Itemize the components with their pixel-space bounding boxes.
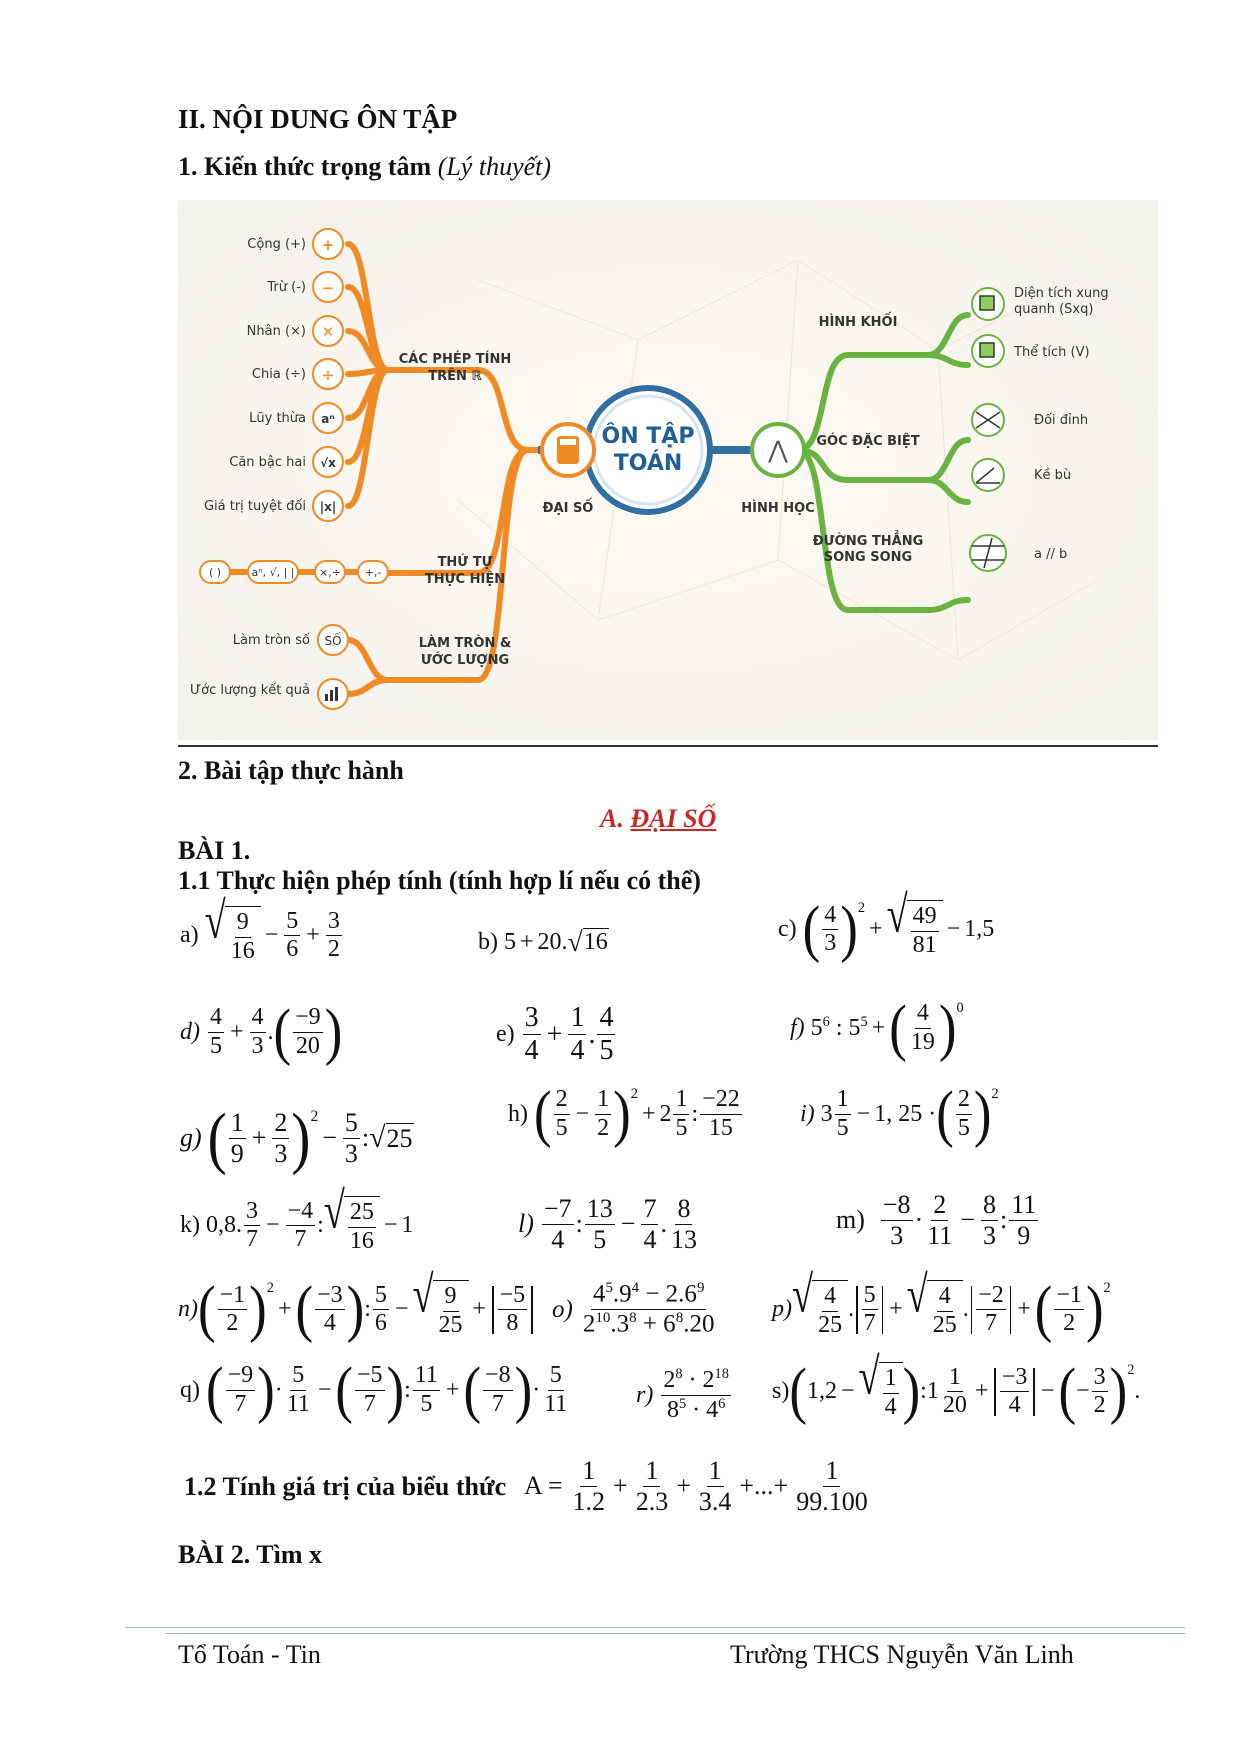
compass-icon: ⋀ (768, 436, 788, 464)
expression-a: A = $\frac{1}{1.2}$ + $\frac{1}{2.3}$ + $\frac{1}{3.4}$ +...+ $\frac{1}{99.100}$ (524, 1456, 868, 1516)
plus-icon: + (321, 236, 335, 254)
parallel-title-1: ĐƯỜNG THẲNG (812, 534, 924, 549)
solid-item-1: Diện tích xung (1014, 286, 1109, 301)
mindmap-center-1: ÔN TẬP (601, 424, 695, 449)
exercise-1-2-heading: 1.2 Tính giá trị của biểu thức (184, 1472, 507, 1501)
divide-icon: ÷ (321, 366, 335, 384)
cube-icon (980, 296, 994, 310)
order-step-2: aⁿ, √, | | (251, 566, 295, 579)
exercise-r: r) $2^8 \cdot 2^{18}$ $8^5 \cdot 4^6$ (636, 1366, 729, 1423)
parallel-item: a // b (1034, 547, 1068, 562)
exercise-1-heading: BÀI 1. (178, 836, 251, 865)
exercise-m: m) −8 3 · 2 11 − $\frac{8}{3}$ : 11 9 (836, 1190, 1037, 1250)
footer-rule-2 (165, 1633, 1185, 1634)
order-title-1: THỨ TỰ (437, 555, 493, 570)
power-icon: aⁿ (321, 412, 335, 426)
round-icon: SỐ (324, 634, 342, 648)
cube-volume-icon (980, 343, 994, 357)
exercise-2-heading: BÀI 2. Tìm x (178, 1540, 322, 1569)
sqrt-icon: √x (320, 456, 336, 470)
exercise-e: e) 3 4 + $\frac{1}{4}$ . 4 5 (496, 1002, 614, 1067)
exercise-n: n) ( −1 2 ) $^2$ + ( −3 4 ) : 5 6 − √ 9 25 + −5 8 (178, 1280, 535, 1339)
round-item-2: Ước lượng kết quả (189, 683, 310, 698)
solid-item-3: Thể tích (V) (1014, 345, 1090, 360)
round-item-1: Làm tròn số (232, 633, 310, 648)
times-icon: ✕ (321, 323, 335, 341)
solid-title: HÌNH KHỐI (818, 315, 898, 330)
exercise-p: p) √ 4 25 . 5 7 + √ 4 25 . −2 7 + ( −1 2 ) $^2$ (772, 1266, 1111, 1344)
geometry-label: HÌNH HỌC (741, 501, 815, 516)
order-step-4: +,- (364, 566, 382, 579)
order-title-2: THỰC HIỆN (424, 572, 506, 587)
divider (178, 745, 1158, 747)
section-heading: II. NỘI DUNG ÔN TẬP (178, 104, 458, 134)
exercise-i: i) 3 1 5 − 1, 25 · ( 2 5 ) $^2$ (800, 1078, 999, 1149)
angle-item-1: Đối đỉnh (1034, 413, 1089, 428)
order-step-3: ×,÷ (319, 566, 341, 579)
footer-rule (125, 1627, 1185, 1628)
minus-icon: − (321, 279, 335, 297)
exercise-q: q) ( −9 7 ) · 5 11 − ( −5 7 ) : 11 5 + ( −8 7 ) · 5 11 (180, 1354, 568, 1425)
exercise-1-1-heading: 1.1 Thực hiện phép tính (tính hợp lí nếu có thể) (178, 866, 701, 895)
solid-item-2: quanh (Sxq) (1014, 302, 1094, 317)
round-title-2: ƯỚC LƯỢNG (420, 653, 510, 668)
mindmap-center-2: TOÁN (613, 451, 683, 476)
op-div: Chia (÷) (251, 367, 306, 382)
exercise-d: d) 4 5 + $\frac{4}{3}$ . ( −9 20 ) (180, 996, 343, 1067)
order-step-1: ( ) (208, 566, 222, 579)
op-add: Cộng (+) (247, 237, 306, 252)
exercise-g: g) ( 1 9 + $\frac{2}{3}$ ) $^2$ − $\frac{5}{3}$ : √ 25 (180, 1100, 413, 1177)
exercise-a: a) √ 9 16 − $\frac{5}{6}$ + $\frac{3}{2}$ (180, 892, 340, 964)
angle-title: GÓC ĐẶC BIỆT (816, 434, 920, 449)
exercise-s: s) ( 1,2 − √ 1 4 ) :1 1 20 + −3 4 − ( − $\frac{3}{2}$ ) $^2$ . (772, 1348, 1141, 1426)
op-mul: Nhân (×) (246, 324, 306, 339)
op-abs: Giá trị tuyệt đối (203, 499, 306, 514)
round-title-1: LÀM TRÒN & (418, 636, 512, 651)
ops-title-2: TRÊN ℝ (428, 369, 482, 384)
part-a-title: A. ĐẠI SỐ (600, 804, 717, 833)
footer-right: Trường THCS Nguyễn Văn Linh (730, 1640, 1074, 1669)
exercise-b: b) 5 + 20. √ 16 (478, 926, 608, 957)
knowledge-heading: 1. Kiến thức trọng tâm (Lý thuyết) (178, 152, 552, 181)
exercise-o: o) $4^5.9^4 - 2.6^9$ $2^{10}.3^8 + 6^8.20$ (552, 1280, 715, 1338)
angle-item-2: Kề bù (1034, 468, 1072, 483)
ops-title-1: CÁC PHÉP TÍNH (398, 352, 512, 367)
exercise-c: c) ( 4 3 ) $^2$ + √ 49 81 − 1,5 (778, 886, 995, 964)
practice-heading: 2. Bài tập thực hành (178, 756, 404, 785)
exercise-h: h) ( 2 5 − $\frac{1}{2}$ ) $^2$ + 2 1 5 : −22 15 (508, 1078, 740, 1149)
abs-icon: |x| (319, 500, 337, 514)
footer-left: Tổ Toán - Tin (178, 1640, 321, 1669)
algebra-label: ĐẠI SỐ (542, 501, 594, 516)
op-sqrt: Căn bậc hai (229, 455, 306, 470)
exercise-l: l) −7 4 : 13 5 − $\frac{7}{4}$ . 8 13 (518, 1194, 697, 1254)
op-sub: Trừ (-) (267, 280, 306, 295)
op-pow: Lũy thừa (249, 411, 306, 426)
exercise-f: f) $5^6$ : $5^5$ + ( 4 19 ) $^0$ (790, 992, 964, 1063)
exercise-k: k) 0,8. 3 7 − $\frac{-4}{7}$ : √ 25 16 − 1 (180, 1182, 414, 1254)
mindmap (178, 200, 1158, 740)
parallel-title-2: SONG SONG (823, 550, 913, 565)
